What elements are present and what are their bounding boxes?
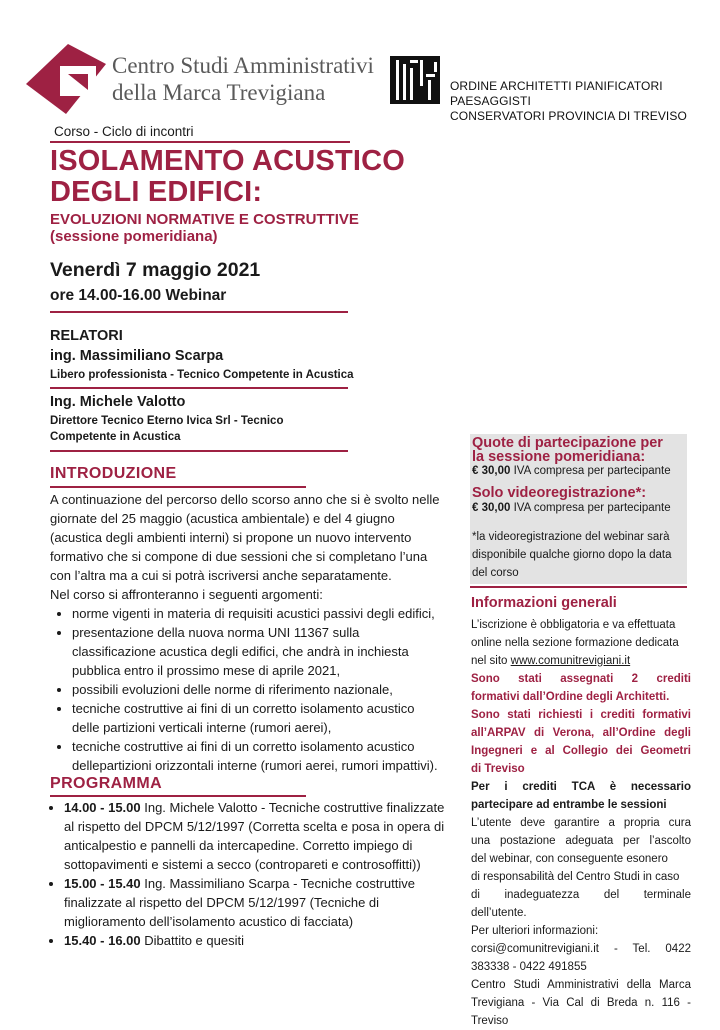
csa-name: Centro Studi Amministrativi della Marca Trevigiana <box>112 53 374 105</box>
list-item: • tecniche costruttive ai fini di un corretto isolamento acustico dellepartizioni orizzontali interne (rumori aerei, rumori impattivi). <box>72 737 450 775</box>
intro-text: A continuazione del percorso dello scorso anno che si è svolto nelle giornate del 25 maggio (acustica ambientale) e del 4 giugno (acustica degli ambienti interni) si propone un nuovo intervento formativo che si compone di due sessioni che si completano l’una con l’altra ma a cui si potrà iscriversi anche separatamente. Nel corso si affronteranno i seguenti argomenti: • norme vigenti in materia di requisiti acustici passivi degli edifici, • presentazione della nuova norma UNI 11367 sulla classificazione acustica degli edifici, che andrà in inchiesta pubblica entro il prossimo mese di aprile 2021, • possibili evoluzioni delle norme di riferimento nazionale, • tecniche costruttive ai fini di un corretto isolamento acustico delle partizioni verticali interne (rumori aerei), • tecniche costruttive ai fini di un corretto isolamento acustico dellepartizioni orizzontali interne (rumori aerei, rumori impattivi). <box>50 490 450 775</box>
speakers-heading: RELATORI <box>50 328 123 344</box>
list-item: • 14.00 - 15.00 Ing. Michele Valotto - Tecniche costruttive finalizzate al rispetto del DPCM 5/12/1997 (Corretta scelta e posa in opera di anticalpestio e pannelli da intercapedine. Corretto impiego di sottopavimenti e sistemi a secco (contropareti e controsoffitti)) <box>64 798 456 874</box>
website-link[interactable]: www.comunitrevigiani.it <box>510 655 631 667</box>
divider <box>50 141 350 143</box>
speaker-role: Direttore Tecnico Eterno Ivica Srl - Tecnico Competente in Acustica <box>50 415 284 443</box>
intro-heading: INTRODUZIONE <box>50 465 177 482</box>
event-time: ore 14.00-16.00 Webinar <box>50 287 227 304</box>
general-info: Informazioni generali L’iscrizione è obbligatoria e va effettuata online nella sezione formazione dedicata nel sito www.comunitrevigiani.it Sono stati assegnati 2 crediti formativi dall’Ordine degli Architetti. Sono stati richiesti i crediti formativi all’ARPAV di Verona, all’Ordine degli Ingegneri e al Collegio dei Geometri di Treviso Per i crediti TCA è necessario partecipare ad entrambe le sessioni L’utente deve garantire a propria cura una postazione adeguata per l’ascolto del webinar, con conseguente esonero di responsabilità del Centro Studi in caso di inadeguatezza del terminale dell’utente. Per ulteriori informazioni: corsi@comunitrevigiani.it - Tel. 0422 383338 - 0422 491855 Centro Studi Amministrativi della Marca Trevigiana - Via Cal di Breda n. 116 - Treviso <box>471 595 691 1027</box>
ordine-architetti-name: ORDINE ARCHITETTI PIANIFICATORI PAESAGGISTI CONSERVATORI PROVINCIA DI TREVISO <box>450 79 687 123</box>
divider <box>50 795 306 797</box>
list-item: • 15.40 - 16.00 Dibattito e quesiti <box>64 931 456 950</box>
speaker-name: ing. Massimiliano Scarpa <box>50 348 224 364</box>
video-note: *la videoregistrazione del webinar sarà disponibile qualche giorno dopo la data del corso <box>472 531 672 579</box>
fees-heading: Quote di partecipazione per la sessione pomeridiana: <box>472 435 663 465</box>
program-list <box>46 798 456 950</box>
topics-list <box>50 604 450 775</box>
fee-row: € 30,00 IVA compresa per partecipante <box>472 502 671 514</box>
divider <box>50 387 348 389</box>
list-item: • 15.00 - 15.40 Ing. Massimiliano Scarpa - Tecniche costruttive finalizzate al rispetto del DPCM 5/12/1997 (Tecniche di miglioramento dell’isolamento acustico di facciata) <box>64 874 456 931</box>
fees-box <box>470 434 687 584</box>
divider <box>50 450 348 452</box>
csa-logo-icon <box>26 44 106 114</box>
list-item: • possibili evoluzioni delle norme di riferimento nazionale, <box>72 680 450 699</box>
program-heading: PROGRAMMA <box>50 775 163 792</box>
fee-row: € 30,00 IVA compresa per partecipante <box>472 465 671 477</box>
divider <box>50 311 348 313</box>
page-subtitle: EVOLUZIONI NORMATIVE E COSTRUTTIVE (sessione pomeridiana) <box>50 211 359 245</box>
course-kicker: Corso - Ciclo di incontri <box>54 124 194 139</box>
list-item: • norme vigenti in materia di requisiti acustici passivi degli edifici, <box>72 604 450 623</box>
divider <box>50 486 306 488</box>
video-fee-heading: Solo videoregistrazione*: <box>472 485 647 501</box>
page-title: ISOLAMENTO ACUSTICO DEGLI EDIFICI: <box>50 145 406 208</box>
info-heading: Informazioni generali <box>471 595 617 611</box>
ordine-architetti-logo-icon <box>390 56 440 104</box>
speaker-name: Ing. Michele Valotto <box>50 394 186 410</box>
speaker-role: Libero professionista - Tecnico Competente in Acustica <box>50 369 354 381</box>
event-date: Venerdì 7 maggio 2021 <box>50 259 261 281</box>
divider <box>470 586 687 588</box>
list-item: • tecniche costruttive ai fini di un corretto isolamento acustico delle partizioni verticali interne (rumori aerei), <box>72 699 450 737</box>
list-item: • presentazione della nuova norma UNI 11367 sulla classificazione acustica degli edifici, che andrà in inchiesta pubblica entro il prossimo mese di aprile 2021, <box>72 623 450 680</box>
